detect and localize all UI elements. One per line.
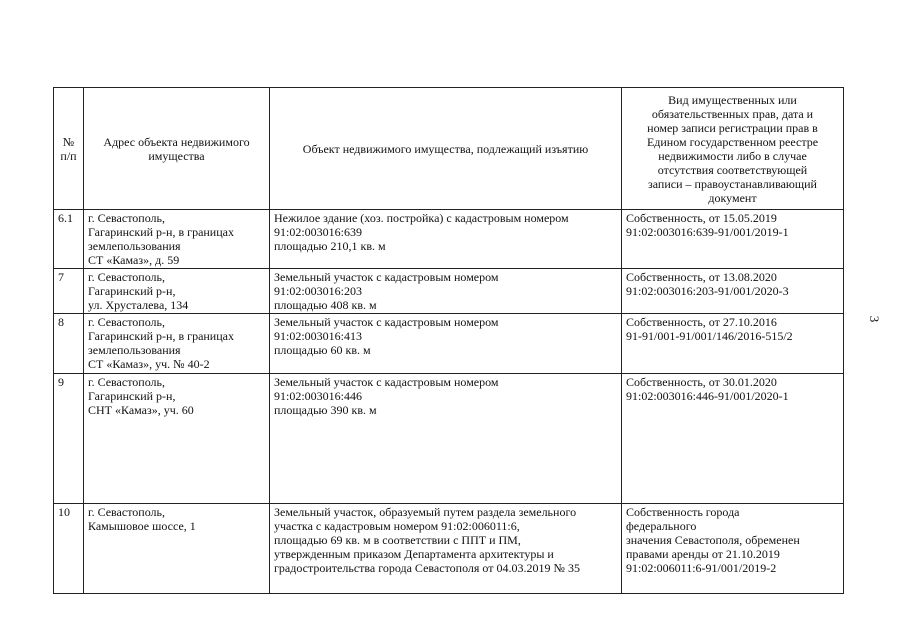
row-object: Нежилое здание (хоз. постройка) с кадастровым номером 91:02:003016:639 площадью 210,1 кв. м <box>270 210 622 269</box>
row-num: 10 <box>54 504 84 594</box>
table-row <box>54 210 844 269</box>
row-object: Земельный участок с кадастровым номером 91:02:003016:413 площадью 60 кв. м <box>270 314 622 374</box>
row-object: Земельный участок, образуемый путем раздела земельного участка с кадастровым номером 91:02:006011:6, площадью 69 кв. м в соответствии с ППТ и ПМ, утвержденным приказом Департамента архитектуры и градостроительства города Севастополя от 04.03.2019 № 35 <box>270 504 622 594</box>
header-address: Адрес объекта недвижимого имущества <box>84 88 270 210</box>
row-num: 8 <box>54 314 84 374</box>
page-number: 3 <box>867 315 882 323</box>
row-rights: Собственность, от 15.05.2019 91:02:003016:639-91/001/2019-1 <box>622 210 844 269</box>
row-num: 9 <box>54 374 84 504</box>
header-num: № п/п <box>54 88 84 210</box>
row-num: 6.1 <box>54 210 84 269</box>
row-address: г. Севастополь, Камышовое шоссе, 1 <box>84 504 270 594</box>
row-rights: Собственность, от 13.08.2020 91:02:003016:203-91/001/2020-3 <box>622 269 844 314</box>
row-rights: Собственность, от 27.10.2016 91-91/001-91/001/146/2016-515/2 <box>622 314 844 374</box>
table-row <box>54 504 844 594</box>
row-object: Земельный участок с кадастровым номером 91:02:003016:203 площадью 408 кв. м <box>270 269 622 314</box>
table-row <box>54 314 844 374</box>
table-row <box>54 374 844 504</box>
property-table <box>53 87 844 594</box>
row-address: г. Севастополь, Гагаринский р-н, СНТ «Камаз», уч. 60 <box>84 374 270 504</box>
row-address: г. Севастополь, Гагаринский р-н, ул. Хрусталева, 134 <box>84 269 270 314</box>
table-row <box>54 269 844 314</box>
row-num: 7 <box>54 269 84 314</box>
row-rights: Собственность города федерального значения Севастополя, обременен правами аренды от 21.10.2019 91:02:006011:6-91/001/2019-2 <box>622 504 844 594</box>
row-address: г. Севастополь, Гагаринский р-н, в границах землепользования СТ «Камаз», д. 59 <box>84 210 270 269</box>
header-object: Объект недвижимого имущества, подлежащий изъятию <box>270 88 622 210</box>
row-address: г. Севастополь, Гагаринский р-н, в границах землепользования СТ «Камаз», уч. № 40-2 <box>84 314 270 374</box>
header-rights: Вид имущественных или обязательственных прав, дата и номер записи регистрации прав в Едином государственном реестре недвижимости либо в случае отсутствия соответствующей записи – правоустанавливающий документ <box>622 88 844 210</box>
row-rights: Собственность, от 30.01.2020 91:02:003016:446-91/001/2020-1 <box>622 374 844 504</box>
row-object: Земельный участок с кадастровым номером 91:02:003016:446 площадью 390 кв. м <box>270 374 622 504</box>
table-header-row <box>54 88 844 210</box>
